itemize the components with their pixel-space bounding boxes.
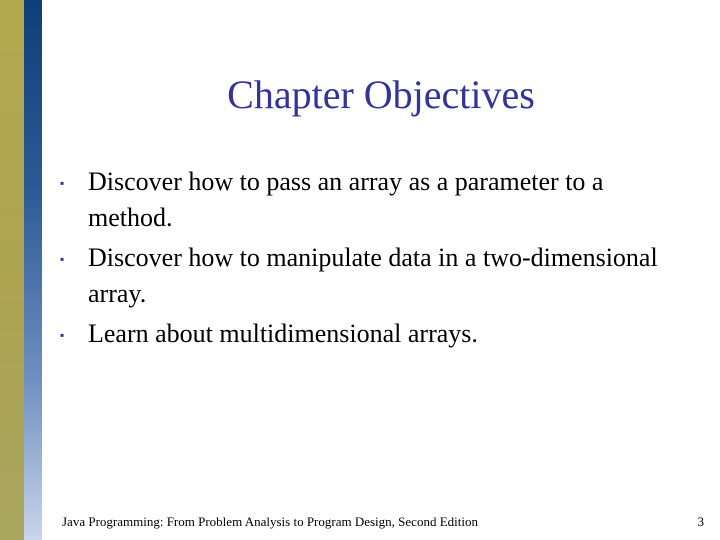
bullet-item: [58, 316, 678, 352]
decorative-olive-stripe: [0, 0, 24, 540]
bullet-text: Learn about multidimensional arrays.: [88, 319, 478, 348]
bullet-list: [58, 164, 678, 356]
bullet-marker-icon: ▪: [60, 252, 65, 266]
bullet-text: Discover how to pass an array as a parameter to a method.: [88, 167, 604, 232]
bullet-item: [58, 240, 678, 312]
bullet-marker-icon: ▪: [60, 176, 65, 190]
page-number: 3: [697, 514, 704, 529]
decorative-blue-stripe: [24, 0, 42, 540]
footer-text: Java Programming: From Problem Analysis to Program Design, Second Edition: [62, 514, 478, 529]
bullet-text: Discover how to manipulate data in a two-dimensional array.: [88, 243, 658, 308]
bullet-item: [58, 164, 678, 236]
bullet-marker-icon: ▪: [60, 328, 65, 342]
slide-title: Chapter Objectives: [227, 72, 535, 117]
